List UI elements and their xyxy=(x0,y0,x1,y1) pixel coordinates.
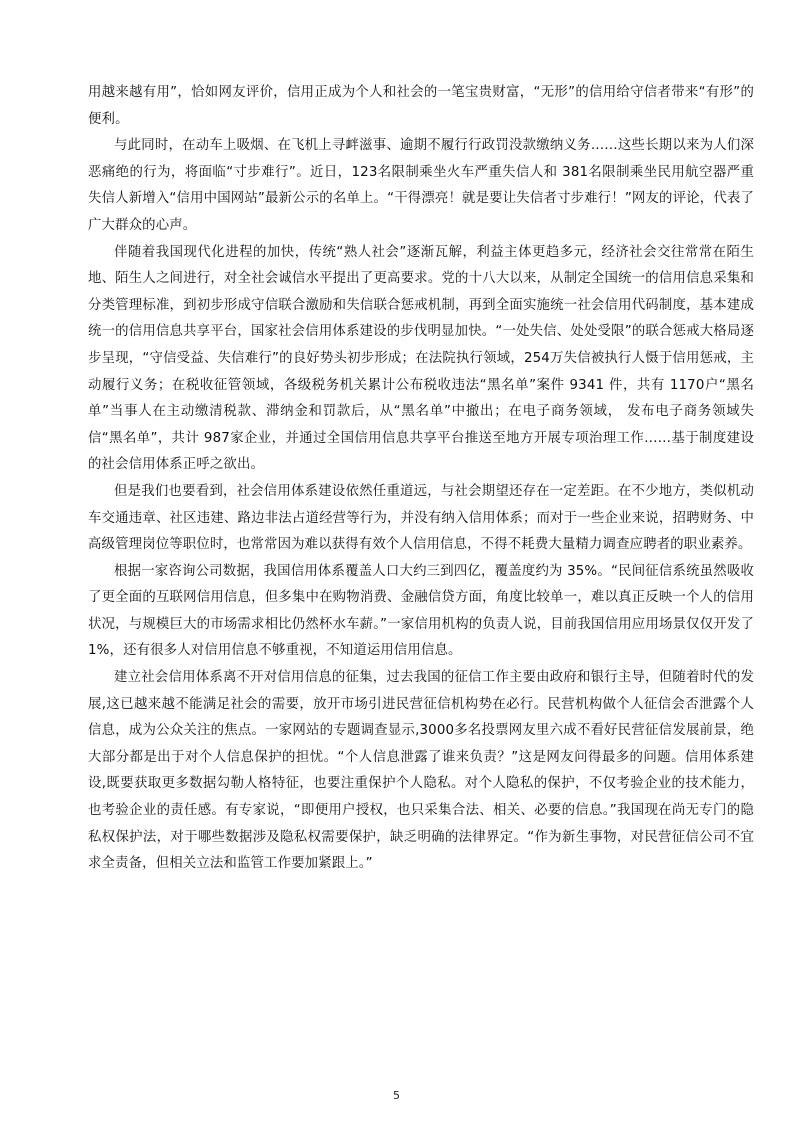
paragraph-continuation: 用越来越有用”，恰如网友评价，信用正成为个人和社会的一笔宝贵财富，“无形”的信用给守信者带来“有形”的便利。 xyxy=(88,85,754,127)
paragraph-coverage-data: 根据一家咨询公司数据，我国信用体系覆盖人口大约三到四亿，覆盖度约为 35%。“民间征信系统虽然吸收了更全面的互联网信用信息，但多集中在购物消费、金融信贷方面，角度比较单一，难以真正反映一个人的信用状况，与规模巨大的市场需求相比仍然杯水车薪。”一家信用机构的负责人说，目前我国信用应用场景仅仅开发了 1%，还有很多人对信用信息不够重视，不知道运用信用信息。 xyxy=(88,563,754,659)
paragraph-privacy-protection: 建立社会信用体系离不开对信用信息的征集，过去我国的征信工作主要由政府和银行主导，但随着时代的发展,这已越来越不能满足社会的需要，放开市场引进民营征信机构势在必行。民营机构做个人征信会否泄露个人信息，成为公众关注的焦点。一家网站的专题调查显示,3000多名投票网友里六成不看好民营征信发展前景，绝大部分都是出于对个人信息保护的担忧。“个人信息泄露了谁来负责？”这是网友问得最多的问题。信用体系建设,既要获取更多数据勾勒人格特征，也要注重保护个人隐私。对个人隐私的保护，不仅考验企业的技术能力，也考验企业的责任感。有专家说，“即便用户授权，也只采集合法、相关、必要的信息。”我国现在尚无专门的隐私权保护法，对于哪些数据涉及隐私权需要保护，缺乏明确的法律界定。“作为新生事物，对民营征信公司不宜求全责备，但相关立法和监管工作要加紧跟上。” xyxy=(88,670,754,872)
paragraph-credit-system-progress: 伴随着我国现代化进程的加快，传统“熟人社会”逐渐瓦解，利益主体更趋多元，经济社会交往常常在陌生地、陌生人之间进行，对全社会诚信水平提出了更高要求。党的十八大以来，从制定全国统一的信用信息采集和分类管理标准，到初步形成守信联合激励和失信联合惩戒机制，再到全面实施统一社会信用代码制度，基本建成统一的信用信息共享平台，国家社会信用体系建设的步伐明显加快。“一处失信、处处受限”的联合惩戒大格局逐步呈现，“守信受益、失信难行”的良好势头初步形成；在法院执行领域，254万失信被执行人慑于信用惩戒，主动履行义务；在税收征管领域，各级税务机关累计公布税收违法“黑名单”案件 9341 件，共有 1170户“黑名单”当事人在主动缴清税款、滞纳金和罚款后，从“黑名单”中撤出；在电子商务领域， 发布电子商务领域失信“黑名单”，共计 987家企业，并通过全国信用信息共享平台推送至地方开展专项治理工作……基于制度建设的社会信用体系正呼之欲出。 xyxy=(88,244,754,473)
page-number: 5 xyxy=(393,1089,400,1102)
paragraph-remaining-gaps: 但是我们也要看到，社会信用体系建设依然任重道远，与社会期望还存在一定差距。在不少地方，类似机动车交通违章、社区违建、路边非法占道经营等行为，并没有纳入信用体系；而对于一些企业来说，招聘财务、中高级管理岗位等职位时，也常常因为难以获得有效个人信用信息，不得不耗费大量精力调查应聘者的职业素养。 xyxy=(88,483,754,553)
paragraph-dishonesty-restrictions: 与此同时，在动车上吸烟、在飞机上寻衅滋事、逾期不履行行政罚没款缴纳义务……这些长期以来为人们深恶痛绝的行为，将面临“寸步难行”。近日，123名限制乘坐火车严重失信人和 381名限制乘坐民用航空器严重失信人新增入“信用中国网站”最新公示的名单上。“干得漂亮！就是要让失信者寸步难行！”网友的评论，代表了广大群众的心声。 xyxy=(88,138,754,233)
article-body xyxy=(88,80,754,878)
